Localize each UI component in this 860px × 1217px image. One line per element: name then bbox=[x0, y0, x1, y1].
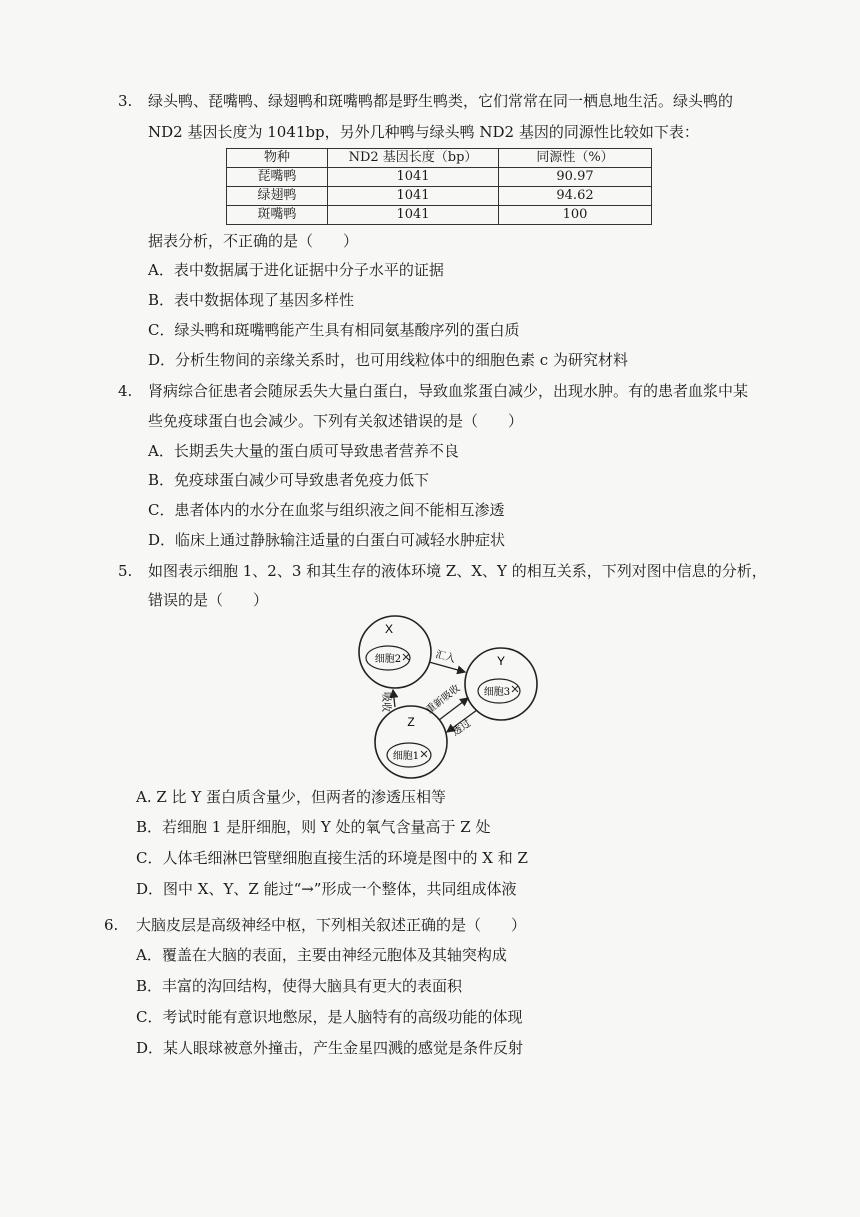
table-header: ND2 基因长度（bp） bbox=[328, 149, 499, 168]
q5-stem-line1: 如图表示细胞 1、2、3 和其生存的液体环境 Z、X、Y 的相互关系，下列对图中信息的分析， bbox=[148, 562, 767, 580]
q5-option-d[interactable]: D．图中 X、Y、Z 能过“→”形成一个整体，共同组成体液 bbox=[136, 880, 517, 898]
table-row bbox=[227, 206, 652, 225]
label-cell1: 细胞1 bbox=[392, 751, 420, 762]
q4-option-d[interactable]: D．临床上通过静脉输注适量的白蛋白可减轻水肿症状 bbox=[148, 531, 506, 549]
q3-stem-line1: 绿头鸭、琵嘴鸭、绿翅鸭和斑嘴鸭都是野生鸭类，它们常常在同一栖息地生活。绿头鸭的 bbox=[148, 92, 734, 110]
body-fluid-diagram bbox=[355, 612, 555, 784]
label-huiru: 汇入 bbox=[434, 649, 457, 666]
table-row bbox=[227, 187, 652, 206]
q6-option-d[interactable]: D．某人眼球被意外撞击，产生金星四溅的感觉是条件反射 bbox=[136, 1039, 524, 1057]
table-cell: 90.97 bbox=[499, 168, 652, 187]
q4-option-c[interactable]: C．患者体内的水分在血浆与组织液之间不能相互渗透 bbox=[148, 501, 505, 519]
q3-question: 据表分析，不正确的是（ ） bbox=[148, 232, 359, 250]
table-cell: 绿翅鸭 bbox=[227, 187, 328, 206]
table-header: 同源性（%） bbox=[499, 149, 652, 168]
q3-option-a[interactable]: A．表中数据属于进化证据中分子水平的证据 bbox=[148, 261, 444, 279]
label-touguo: 透过 bbox=[450, 717, 474, 739]
label-cell3: 细胞3 bbox=[483, 687, 511, 698]
q6-option-a[interactable]: A．覆盖在大脑的表面，主要由神经元胞体及其轴突构成 bbox=[136, 946, 507, 964]
q5-stem-line2: 错误的是（ ） bbox=[148, 591, 269, 609]
table-cell: 琵嘴鸭 bbox=[227, 168, 328, 187]
q4-stem-line1: 肾病综合征患者会随尿丢失大量白蛋白，导致血浆蛋白减少，出现水肿。有的患者血浆中某 bbox=[148, 382, 749, 400]
table-row bbox=[227, 168, 652, 187]
q5-option-b[interactable]: B．若细胞 1 是肝细胞，则 Y 处的氧气含量高于 Z 处 bbox=[136, 818, 491, 836]
q5-number: 5. bbox=[118, 562, 133, 580]
q3-option-c[interactable]: C．绿头鸭和斑嘴鸭能产生具有相同氨基酸序列的蛋白质 bbox=[148, 321, 520, 339]
compartment-z bbox=[375, 706, 447, 778]
q5-option-c[interactable]: C．人体毛细淋巴管壁细胞直接生活的环境是图中的 X 和 Z bbox=[136, 849, 528, 867]
q5-option-a[interactable]: A. Z 比 Y 蛋白质含量少，但两者的渗透压相等 bbox=[136, 788, 446, 806]
table-cell: 斑嘴鸭 bbox=[227, 206, 328, 225]
table-header: 物种 bbox=[227, 149, 328, 168]
table-cell: 1041 bbox=[328, 187, 499, 206]
table-cell: 94.62 bbox=[499, 187, 652, 206]
label-z: Z bbox=[407, 715, 415, 729]
q6-number: 6. bbox=[104, 916, 119, 934]
q6-stem: 大脑皮层是高级神经中枢，下列相关叙述正确的是（ ） bbox=[136, 916, 527, 934]
table-cell: 1041 bbox=[328, 206, 499, 225]
q3-option-b[interactable]: B．表中数据体现了基因多样性 bbox=[148, 291, 355, 309]
q4-stem-line2: 些免疫球蛋白也会减少。下列有关叙述错误的是（ ） bbox=[148, 412, 524, 430]
homology-table bbox=[226, 148, 652, 225]
label-xishou: 吸收 bbox=[380, 692, 391, 712]
q4-number: 4. bbox=[118, 382, 133, 400]
q3-option-d[interactable]: D．分析生物间的亲缘关系时，也可用线粒体中的细胞色素 c 为研究材料 bbox=[148, 351, 628, 369]
table-header-row bbox=[227, 149, 652, 168]
compartment-y bbox=[465, 648, 537, 720]
arrow-x-to-y bbox=[429, 662, 465, 672]
label-chongxin: 重新吸收 bbox=[424, 683, 463, 717]
label-y: Y bbox=[496, 654, 506, 668]
q3-stem-line2: ND2 基因长度为 1041bp，另外几种鸭与绿头鸭 ND2 基因的同源性比较如下表： bbox=[148, 123, 699, 141]
q4-option-b[interactable]: B．免疫球蛋白减少可导致患者免疫力低下 bbox=[148, 471, 430, 489]
q6-option-b[interactable]: B．丰富的沟回结构，使得大脑具有更大的表面积 bbox=[136, 977, 463, 995]
compartment-x bbox=[359, 616, 431, 688]
q4-option-a[interactable]: A．长期丢失大量的蛋白质可导致患者营养不良 bbox=[148, 442, 459, 460]
label-cell2: 细胞2 bbox=[374, 654, 402, 665]
q3-number: 3. bbox=[118, 92, 133, 110]
q6-option-c[interactable]: C．考试时能有意识地憋尿，是人脑特有的高级功能的体现 bbox=[136, 1008, 523, 1026]
label-x: X bbox=[384, 622, 394, 636]
table-cell: 100 bbox=[499, 206, 652, 225]
table-cell: 1041 bbox=[328, 168, 499, 187]
arrow-z-to-x bbox=[393, 690, 395, 707]
